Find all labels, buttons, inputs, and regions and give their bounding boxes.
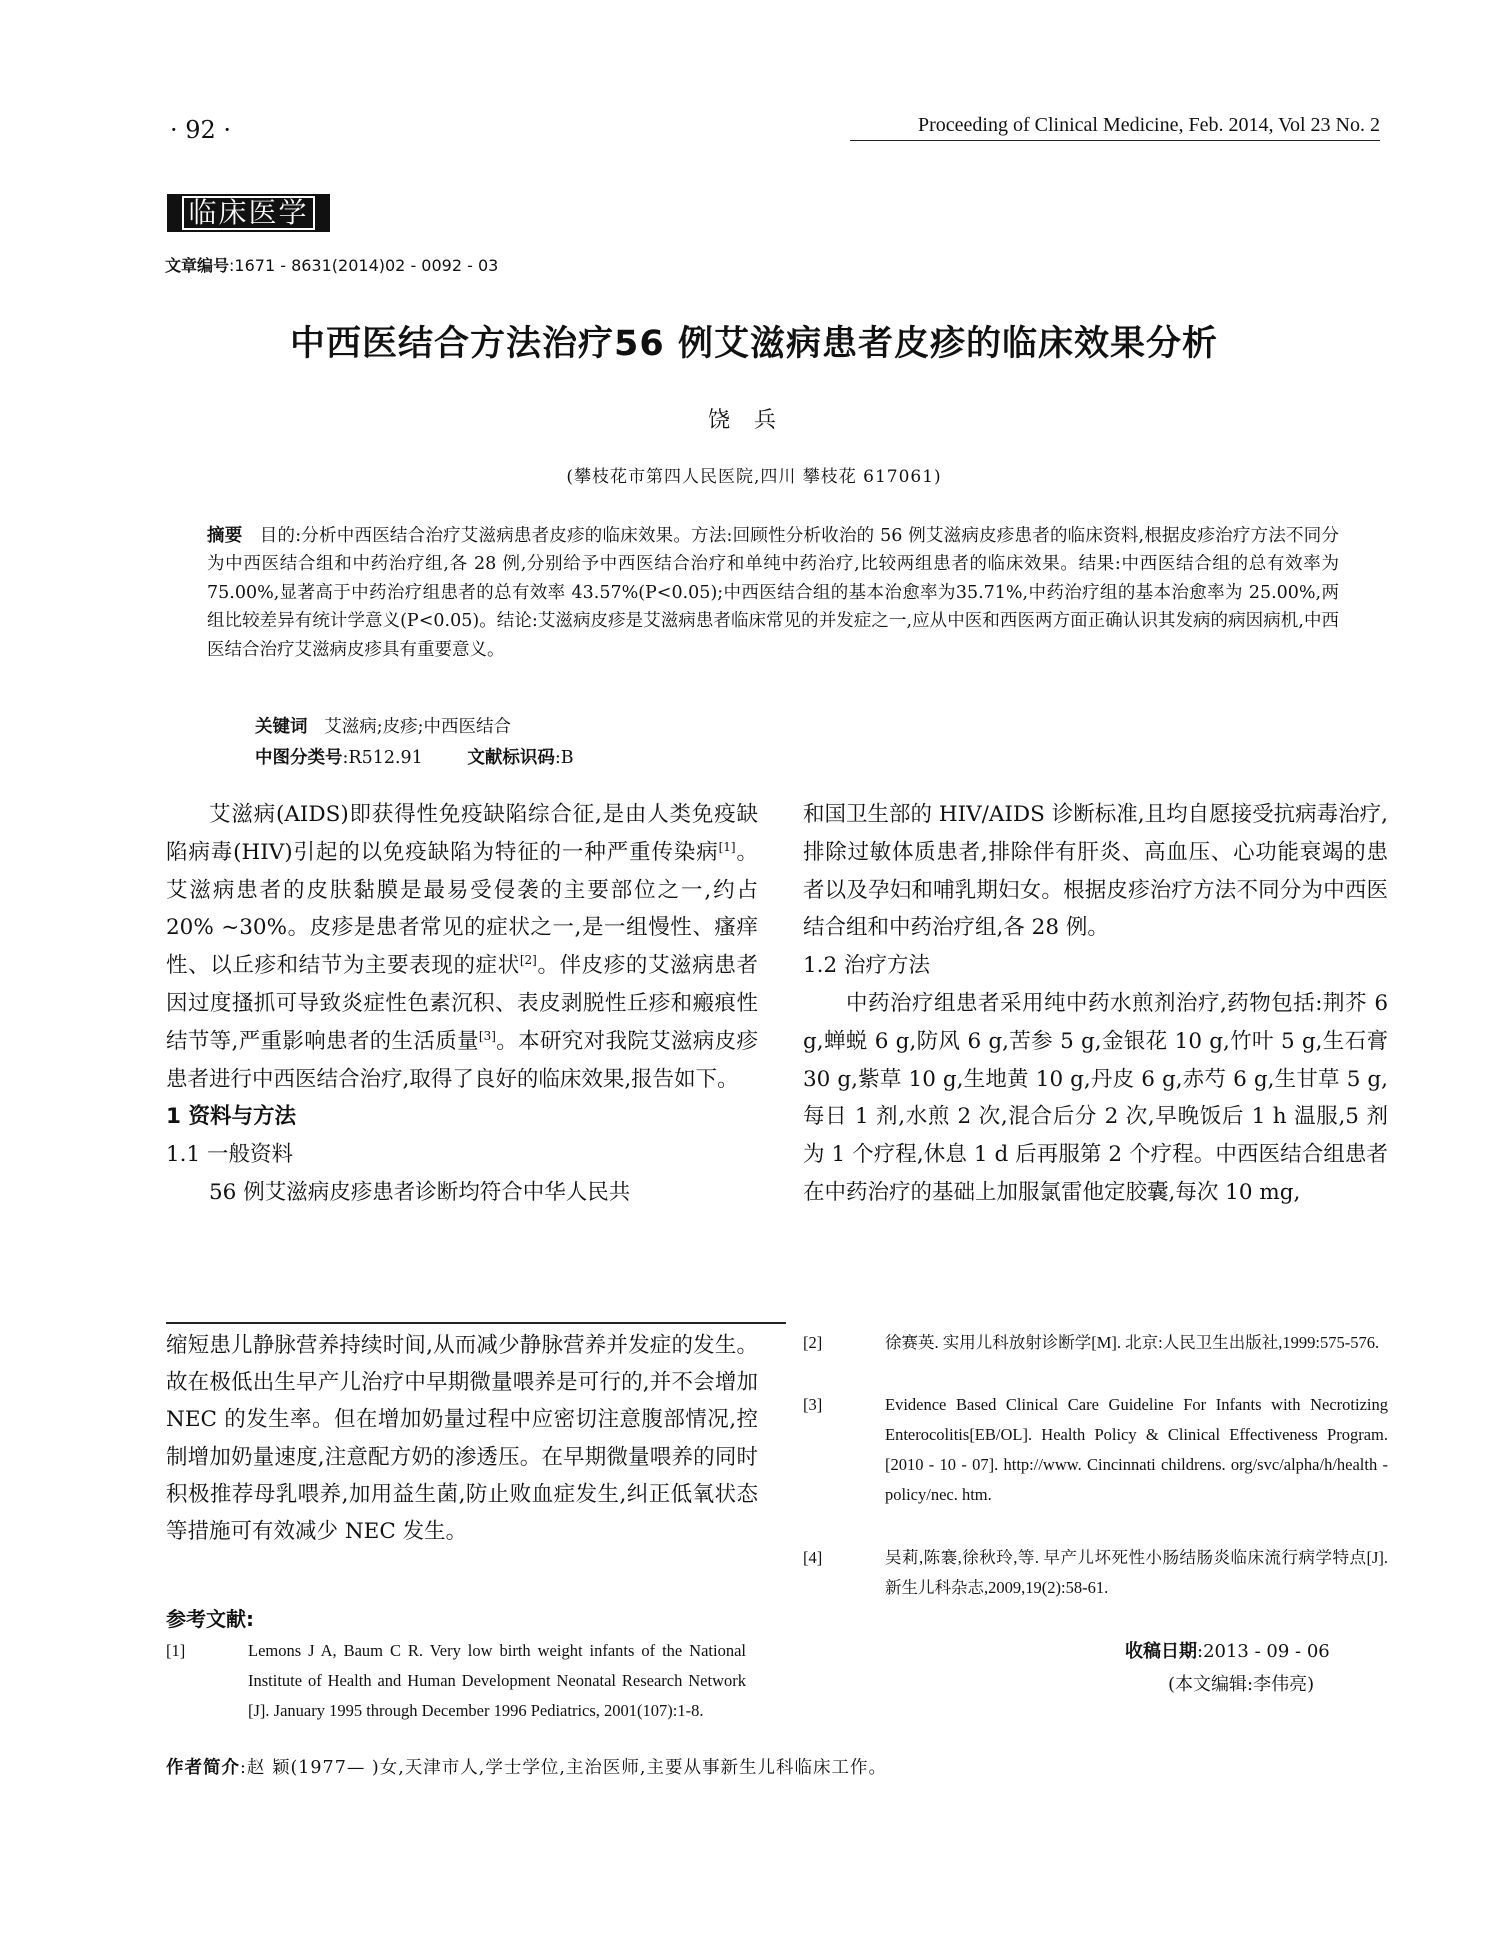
intro-text-4: 。本研究对我院艾滋病皮疹患者进行中西医结合治疗,取得了良好的临床效果,报告如下。 — [166, 1028, 758, 1092]
received-date — [1125, 1637, 1330, 1663]
references-heading: 参考文献: — [166, 1607, 254, 1631]
reference-text: 吴莉,陈褰,徐秋玲,等. 早产儿坏死性小肠结肠炎临床流行病学特点[J]. 新生儿科杂志,2009,19(2):58-61. — [885, 1548, 1388, 1597]
reference-text: Evidence Based Clinical Care Guideline For Infants with Necrotizing Enterocolitis[EB/OL]. Health Policy & Clinical Effectiveness Program. [2010 - 10 - 07]. http://www. Cincinnati childrens. org/svc/alpha/h/health - policy/nec. htm. — [885, 1395, 1388, 1504]
reference-item — [803, 1390, 1388, 1510]
section-heading-1-2: 1.2 治疗方法 — [803, 953, 931, 979]
abstract-text: 目的:分析中西医结合治疗艾滋病患者皮疹的临床效果。方法:回顾性分析收治的 56 例艾滋病皮疹患者的临床资料,根据皮疹治疗方法不同分为中西医结合组和中药治疗组,各 28 例,分别给予中西医结合治疗和单纯中药治疗,比较两组患者的临床效果。结果:中西医结合组的总有效率为 75.00%,显著高于中药治疗组患者的总有效率 43.57%(P<0.05);中西医结合组的基本治愈率为35.71%,中药治疗组的基本治愈率为 25.00%,两组比较差异有统计学意义(P<0.05)。结论:艾滋病皮疹是艾滋病患者临床常见的并发症之一,应从中医和西医两方面正确认识其发病的病因病机,中西医结合治疗艾滋病皮疹具有重要意义。 — [207, 526, 1339, 660]
author-bio-label: 作者简介 — [166, 1758, 240, 1778]
body-left-column — [166, 796, 758, 1212]
general-data-paragraph: 56 例艾滋病皮疹患者诊断均符合中华人民共 — [209, 1179, 631, 1205]
general-data-continued: 和国卫生部的 HIV/AIDS 诊断标准,且均自愿接受抗病毒治疗,排除过敏体质患者,排除伴有肝炎、高血压、心功能衰竭的患者以及孕妇和哺乳期妇女。根据皮疹治疗方法不同分为中西医结合组和中药治疗组,各 28 例。 — [803, 802, 1388, 941]
affiliation: (攀枝花市第四人民医院,四川 攀枝花 617061) — [566, 467, 942, 487]
reference-number: [4] — [803, 1548, 823, 1567]
intro-text-3: 。伴皮疹的艾滋病患者因过度搔抓可导致炎症性色素沉积、表皮剥脱性丘疹和瘢痕性结节等,严重影响患者的生活质量 — [166, 953, 758, 1054]
section-heading-1-1: 1.1 一般资料 — [166, 1142, 294, 1168]
citation-2: [2] — [519, 953, 537, 968]
reference-text: Lemons J A, Baum C R. Very low birth weight infants of the National Institute of Health and Human Development Neonatal Research Network [J]. January 1995 through December 1996 Pediatrics, 2001(107):1-8. — [248, 1641, 746, 1720]
classification — [255, 744, 574, 769]
keywords-text: 艾滋病;皮疹;中西医结合 — [324, 717, 511, 737]
doc-code-label: 文献标识码 — [467, 748, 555, 768]
article-number — [165, 253, 498, 276]
author-bio-text: :赵 颖(1977— )女,天津市人,学士学位,主治医师,主要从事新生儿科临床工作。 — [240, 1758, 887, 1778]
intro-text-1: 艾滋病(AIDS)即获得性免疫缺陷综合征,是由人类免疫缺陷病毒(HIV)引起的以免疫缺陷为特征的一种严重传染病 — [166, 802, 758, 865]
section-badge-label: 临床医学 — [182, 196, 314, 230]
editor-note: (本文编辑:李伟亮) — [1168, 1674, 1315, 1695]
keywords-label: 关键词 — [255, 717, 308, 737]
author-bio — [166, 1754, 887, 1779]
intro-paragraph — [166, 796, 758, 1098]
citation-1: [1] — [718, 839, 736, 854]
article-number-value: :1671 - 8631(2014)02 - 0092 - 03 — [229, 256, 499, 275]
clc-value: :R512.91 — [342, 748, 423, 768]
article-title: 中西医结合方法治疗56 例艾滋病患者皮疹的临床效果分析 — [290, 324, 1218, 364]
intro-text-2: 。艾滋病患者的皮肤黏膜是最易受侵袭的主要部位之一,约占 20% ~30%。皮疹是患者常见的症状之一,是一组慢性、瘙痒性、以丘疹和结节为主要表现的症状 — [166, 839, 758, 979]
received-label: 收稿日期 — [1125, 1641, 1197, 1662]
body-right-column — [803, 796, 1388, 1212]
journal-header: Proceeding of Clinical Medicine, Feb. 2014, Vol 23 No. 2 — [850, 114, 1380, 141]
author-name: 饶兵 — [707, 408, 800, 433]
reference-item — [166, 1636, 746, 1726]
citation-3: [3] — [478, 1028, 496, 1043]
doc-code-value: :B — [554, 748, 574, 768]
reference-item — [803, 1328, 1388, 1358]
reference-item — [803, 1543, 1388, 1603]
received-value: :2013 - 09 - 06 — [1197, 1641, 1330, 1662]
section-badge — [167, 194, 330, 232]
reference-number: [2] — [803, 1333, 823, 1352]
abstract — [207, 522, 1339, 664]
abstract-label: 摘要 — [207, 526, 243, 546]
treatment-paragraph: 中药治疗组患者采用纯中药水煎剂治疗,药物包括:荆芥 6 g,蝉蜕 6 g,防风 6 g,苦参 5 g,金银花 10 g,竹叶 5 g,生石膏 30 g,紫草 10 g,生地黄 10 g,丹皮 6 g,赤芍 6 g,生甘草 5 g,每日 1 剂,水煎 2 次,混合后分 2 次,早晚饭后 1 h 温服,5 剂为 1 个疗程,休息 1 d 后再服第 2 个疗程。中西医结合组患者在中药治疗的基础上加服氯雷他定胶囊,每次 10 mg, — [803, 990, 1388, 1205]
previous-article-text: 缩短患儿静脉营养持续时间,从而减少静脉营养并发症的发生。故在极低出生早产儿治疗中早期微量喂养是可行的,并不会增加 NEC 的发生率。但在增加奶量过程中应密切注意腹部情况,控制增加奶量速度,注意配方奶的渗透压。在早期微量喂养的同时积极推荐母乳喂养,加用益生菌,防止败血症发生,纠正低氧状态等措施可有效减少 NEC 发生。 — [166, 1333, 758, 1545]
reference-text: 徐赛英. 实用儿科放射诊断学[M]. 北京:人民卫生出版社,1999:575-576. — [885, 1333, 1380, 1352]
page-number: · 92 · — [170, 116, 232, 144]
keywords — [255, 713, 511, 738]
section-heading-1: 1 资料与方法 — [166, 1104, 296, 1130]
reference-number: [3] — [803, 1395, 823, 1414]
reference-number: [1] — [166, 1641, 186, 1660]
section-divider — [166, 1322, 786, 1324]
article-number-label: 文章编号 — [165, 256, 230, 275]
clc-label: 中图分类号 — [255, 748, 343, 768]
